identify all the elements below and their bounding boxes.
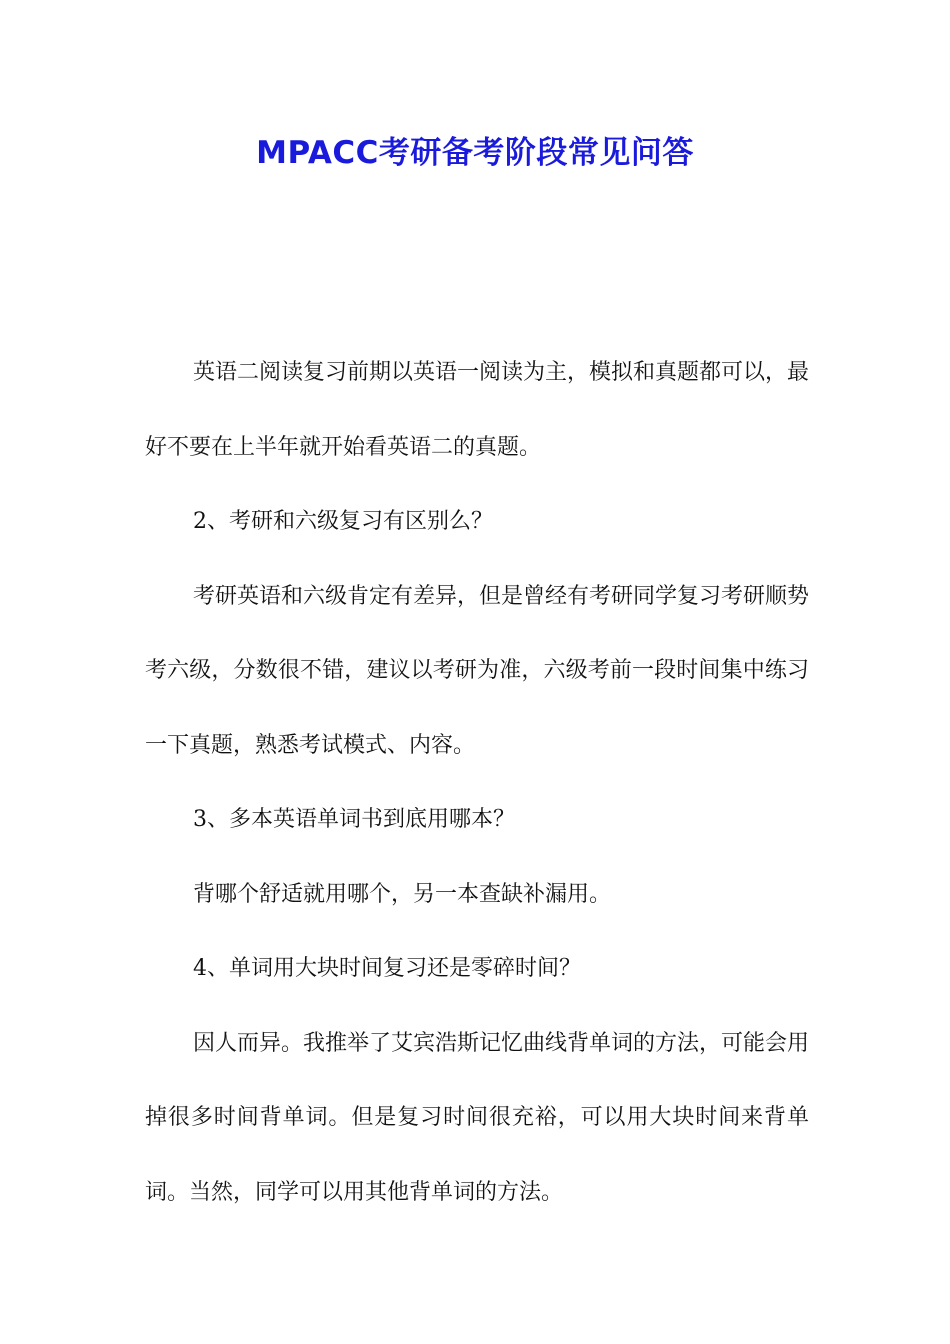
paragraph: 英语二阅读复习前期以英语一阅读为主，模拟和真题都可以，最好不要在上半年就开始看英语二的真题。	[145, 360, 810, 460]
paragraph: 考研英语和六级肯定有差异，但是曾经有考研同学复习考研顺势考六级，分数很不错，建议以考研为准，六级考前一段时间集中练习一下真题，熟悉考试模式、内容。	[145, 583, 810, 758]
question-heading: 2、考研和六级复习有区别么？	[193, 509, 493, 534]
paragraph: 背哪个舒适就用哪个，另一本查缺补漏用。	[193, 881, 612, 907]
document-body	[145, 336, 809, 1230]
document-title: MPACC考研备考阶段常见问答	[256, 135, 694, 171]
question-heading: 3、多本英语单词书到底用哪本？	[193, 807, 515, 832]
paragraph: 因人而异。我推举了艾宾浩斯记忆曲线背单词的方法，可能会用掉很多时间背单词。但是复习时间很充裕，可以用大块时间来背单词。当然，同学可以用其他背单词的方法。	[145, 1030, 810, 1205]
question-heading: 4、单词用大块时间复习还是零碎时间？	[193, 956, 581, 981]
